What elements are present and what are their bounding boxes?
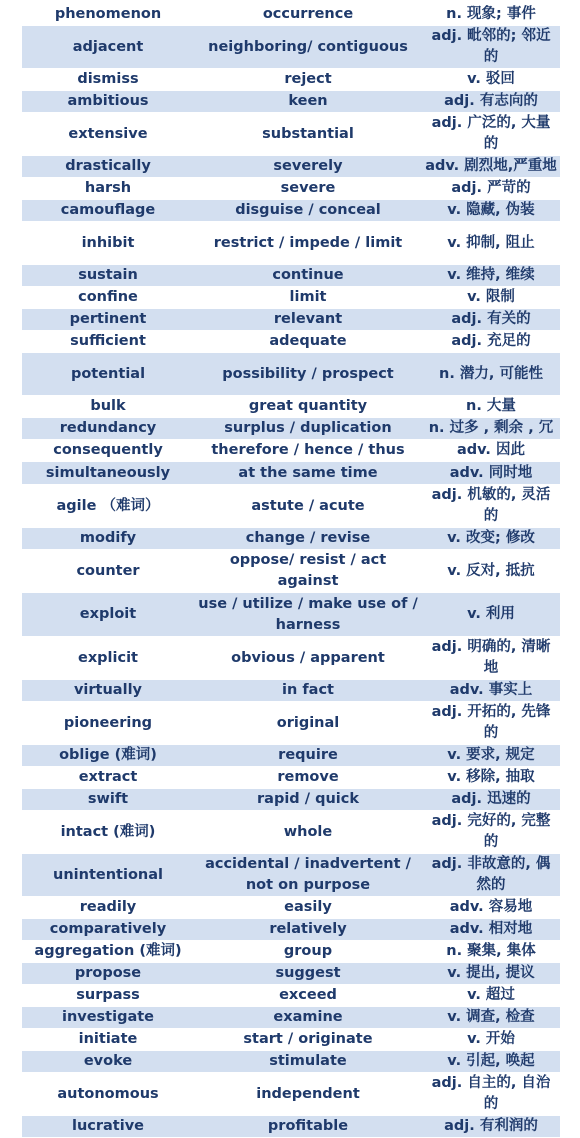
meaning-cell: v. 要求, 规定 bbox=[422, 745, 560, 767]
vocabulary-table bbox=[22, 4, 560, 1138]
meaning-cell: adj. 机敏的, 灵活的 bbox=[431, 487, 551, 524]
synonym-cell: change / revise bbox=[194, 528, 422, 550]
table-row bbox=[22, 462, 560, 485]
meaning-cell: v. 利用 bbox=[422, 593, 560, 637]
word-cell: unintentional bbox=[22, 854, 194, 897]
table-row bbox=[22, 745, 560, 767]
synonym-cell: rapid / quick bbox=[194, 789, 422, 811]
meaning-cell: adj. 迅速的 bbox=[422, 789, 560, 811]
table-row bbox=[22, 528, 560, 550]
meaning-cell: adj. 非故意的, 偶然的 bbox=[422, 854, 560, 897]
meaning-cell: v. 超过 bbox=[467, 987, 515, 1003]
meaning-cell: n. 过多 , 剩余 , 冗 bbox=[422, 418, 560, 440]
word-cell: camouflage bbox=[22, 200, 194, 222]
synonym-cell: profitable bbox=[194, 1116, 422, 1138]
table-row bbox=[22, 418, 560, 440]
table-row bbox=[22, 485, 560, 528]
word-cell: virtually bbox=[22, 680, 194, 702]
synonym-cell: severe bbox=[280, 180, 336, 196]
table-row bbox=[22, 26, 560, 69]
table-row bbox=[22, 69, 560, 91]
meaning-cell: n. 大量 bbox=[466, 398, 516, 414]
word-cell: agile （难词） bbox=[56, 497, 160, 514]
synonym-cell: in fact bbox=[194, 680, 422, 702]
word-cell: pioneering bbox=[63, 714, 153, 731]
meaning-cell: adj. 广泛的, 大量的 bbox=[431, 115, 551, 152]
synonym-cell: astute / acute bbox=[251, 497, 365, 514]
word-cell: oblige (难词) bbox=[22, 745, 194, 767]
word-cell: extract bbox=[78, 769, 138, 785]
meaning-cell: adj. 开拓的, 先锋的 bbox=[431, 704, 551, 741]
meaning-cell: n. 现象; 事件 bbox=[446, 6, 536, 22]
synonym-cell: start / originate bbox=[243, 1031, 373, 1047]
synonym-cell: limit bbox=[289, 289, 327, 305]
meaning-cell: v. 开始 bbox=[467, 1031, 515, 1047]
table-row bbox=[22, 156, 560, 178]
word-cell: extensive bbox=[68, 125, 148, 142]
meaning-cell: v. 引起, 唤起 bbox=[422, 1051, 560, 1073]
synonym-cell: use / utilize / make use of / harness bbox=[194, 593, 422, 637]
table-row bbox=[22, 702, 560, 745]
synonym-cell: reject bbox=[284, 71, 332, 87]
table-row bbox=[22, 353, 560, 396]
synonym-cell: great quantity bbox=[248, 398, 368, 414]
word-cell: exploit bbox=[22, 593, 194, 637]
table-row bbox=[22, 985, 560, 1007]
synonym-cell: stimulate bbox=[194, 1051, 422, 1073]
meaning-cell: adj. 有利润的 bbox=[422, 1116, 560, 1138]
meaning-cell: v. 反对, 抵抗 bbox=[447, 562, 535, 579]
word-cell: investigate bbox=[22, 1007, 194, 1029]
synonym-cell: surplus / duplication bbox=[194, 418, 422, 440]
word-cell: aggregation (难词) bbox=[34, 943, 182, 959]
meaning-cell: adv. 因此 bbox=[457, 442, 525, 458]
table-row bbox=[22, 331, 560, 353]
table-row bbox=[22, 265, 560, 287]
meaning-cell: adj. 自主的, 自治的 bbox=[431, 1075, 551, 1112]
synonym-cell: keen bbox=[194, 91, 422, 113]
synonym-cell: independent bbox=[256, 1085, 360, 1102]
word-cell: confine bbox=[78, 289, 138, 305]
meaning-cell: n. 潜力, 可能性 bbox=[422, 353, 560, 396]
meaning-cell: v. 隐藏, 伪装 bbox=[422, 200, 560, 222]
meaning-cell: v. 抑制, 阻止 bbox=[447, 234, 535, 251]
synonym-cell: relatively bbox=[194, 919, 422, 941]
synonym-cell: oppose/ resist / act against bbox=[229, 552, 387, 589]
word-cell: sufficient bbox=[70, 333, 146, 349]
table-row bbox=[22, 919, 560, 941]
meaning-cell: v. 维持, 维续 bbox=[422, 265, 560, 287]
table-row bbox=[22, 113, 560, 156]
synonym-cell: remove bbox=[277, 769, 339, 785]
synonym-cell: continue bbox=[194, 265, 422, 287]
synonym-cell: original bbox=[276, 714, 340, 731]
word-cell: ambitious bbox=[22, 91, 194, 113]
meaning-cell: adv. 事实上 bbox=[422, 680, 560, 702]
meaning-cell: adv. 同时地 bbox=[422, 462, 560, 485]
synonym-cell: adequate bbox=[269, 333, 347, 349]
table-row bbox=[22, 767, 560, 789]
table-row bbox=[22, 1007, 560, 1029]
table-row bbox=[22, 287, 560, 309]
word-cell: pertinent bbox=[22, 309, 194, 331]
synonym-cell: neighboring/ contiguous bbox=[194, 26, 422, 69]
word-cell: drastically bbox=[22, 156, 194, 178]
word-cell: potential bbox=[22, 353, 194, 396]
synonym-cell: possibility / prospect bbox=[194, 353, 422, 396]
synonym-cell: accidental / inadvertent / not on purpose bbox=[194, 854, 422, 897]
word-cell: lucrative bbox=[22, 1116, 194, 1138]
table-row bbox=[22, 593, 560, 637]
table-row bbox=[22, 396, 560, 418]
word-cell: redundancy bbox=[22, 418, 194, 440]
word-cell: swift bbox=[22, 789, 194, 811]
table-row bbox=[22, 897, 560, 919]
meaning-cell: v. 驳回 bbox=[467, 71, 515, 87]
table-row bbox=[22, 178, 560, 200]
word-cell: explicit bbox=[77, 649, 138, 666]
synonym-cell: substantial bbox=[262, 125, 354, 142]
table-row bbox=[22, 680, 560, 702]
table-row bbox=[22, 200, 560, 222]
synonym-cell: suggest bbox=[194, 963, 422, 985]
synonym-cell: require bbox=[194, 745, 422, 767]
word-cell: initiate bbox=[78, 1031, 138, 1047]
table-row bbox=[22, 91, 560, 113]
table-row bbox=[22, 1029, 560, 1051]
word-cell: consequently bbox=[53, 442, 163, 458]
table-row bbox=[22, 963, 560, 985]
word-cell: adjacent bbox=[22, 26, 194, 69]
meaning-cell: adj. 有志向的 bbox=[422, 91, 560, 113]
word-cell: harsh bbox=[84, 180, 132, 196]
synonym-cell: severely bbox=[194, 156, 422, 178]
word-cell: intact (难词) bbox=[60, 823, 156, 840]
meaning-cell: adv. 剧烈地,严重地 bbox=[422, 156, 560, 178]
synonym-cell: restrict / impede / limit bbox=[213, 234, 403, 251]
meaning-cell: adv. 相对地 bbox=[422, 919, 560, 941]
word-cell: bulk bbox=[90, 398, 126, 414]
word-cell: dismiss bbox=[77, 71, 139, 87]
meaning-cell: v. 调查, 检查 bbox=[422, 1007, 560, 1029]
synonym-cell: at the same time bbox=[194, 462, 422, 485]
word-cell: inhibit bbox=[81, 234, 135, 251]
word-cell: autonomous bbox=[57, 1085, 159, 1102]
table-row bbox=[22, 222, 560, 265]
meaning-cell: adj. 完好的, 完整的 bbox=[431, 813, 551, 850]
synonym-cell: occurrence bbox=[262, 6, 354, 22]
synonym-cell: disguise / conceal bbox=[194, 200, 422, 222]
meaning-cell: adj. 明确的, 清晰地 bbox=[431, 639, 551, 676]
table-row bbox=[22, 4, 560, 26]
meaning-cell: v. 改变; 修改 bbox=[422, 528, 560, 550]
meaning-cell: v. 限制 bbox=[467, 289, 515, 305]
table-row bbox=[22, 789, 560, 811]
word-cell: propose bbox=[22, 963, 194, 985]
meaning-cell: n. 聚集, 集体 bbox=[446, 943, 536, 959]
word-cell: comparatively bbox=[22, 919, 194, 941]
table-row bbox=[22, 1116, 560, 1138]
meaning-cell: v. 移除, 抽取 bbox=[447, 769, 535, 785]
table-row bbox=[22, 941, 560, 963]
table-row bbox=[22, 637, 560, 680]
word-cell: readily bbox=[79, 899, 137, 915]
word-cell: counter bbox=[76, 562, 140, 579]
word-cell: simultaneously bbox=[22, 462, 194, 485]
table-row bbox=[22, 811, 560, 854]
meaning-cell: adj. 严苛的 bbox=[451, 180, 531, 196]
synonym-cell: exceed bbox=[279, 987, 337, 1003]
synonym-cell: therefore / hence / thus bbox=[211, 442, 405, 458]
synonym-cell: examine bbox=[194, 1007, 422, 1029]
meaning-cell: adj. 有关的 bbox=[422, 309, 560, 331]
vocabulary-table-body bbox=[22, 4, 560, 1138]
table-row bbox=[22, 309, 560, 331]
word-cell: phenomenon bbox=[54, 6, 162, 22]
table-row bbox=[22, 854, 560, 897]
synonym-cell: group bbox=[283, 943, 333, 959]
meaning-cell: v. 提出, 提议 bbox=[422, 963, 560, 985]
synonym-cell: whole bbox=[283, 823, 333, 840]
synonym-cell: relevant bbox=[194, 309, 422, 331]
meaning-cell: adv. 容易地 bbox=[449, 899, 533, 915]
word-cell: sustain bbox=[22, 265, 194, 287]
synonym-cell: easily bbox=[284, 899, 332, 915]
meaning-cell: adj. 毗邻的; 邻近的 bbox=[422, 26, 560, 69]
word-cell: surpass bbox=[76, 987, 140, 1003]
table-row bbox=[22, 550, 560, 593]
table-row bbox=[22, 1051, 560, 1073]
word-cell: modify bbox=[22, 528, 194, 550]
synonym-cell: obvious / apparent bbox=[231, 649, 385, 666]
table-row bbox=[22, 440, 560, 462]
meaning-cell: adj. 充足的 bbox=[451, 333, 531, 349]
table-row bbox=[22, 1073, 560, 1116]
word-cell: evoke bbox=[22, 1051, 194, 1073]
